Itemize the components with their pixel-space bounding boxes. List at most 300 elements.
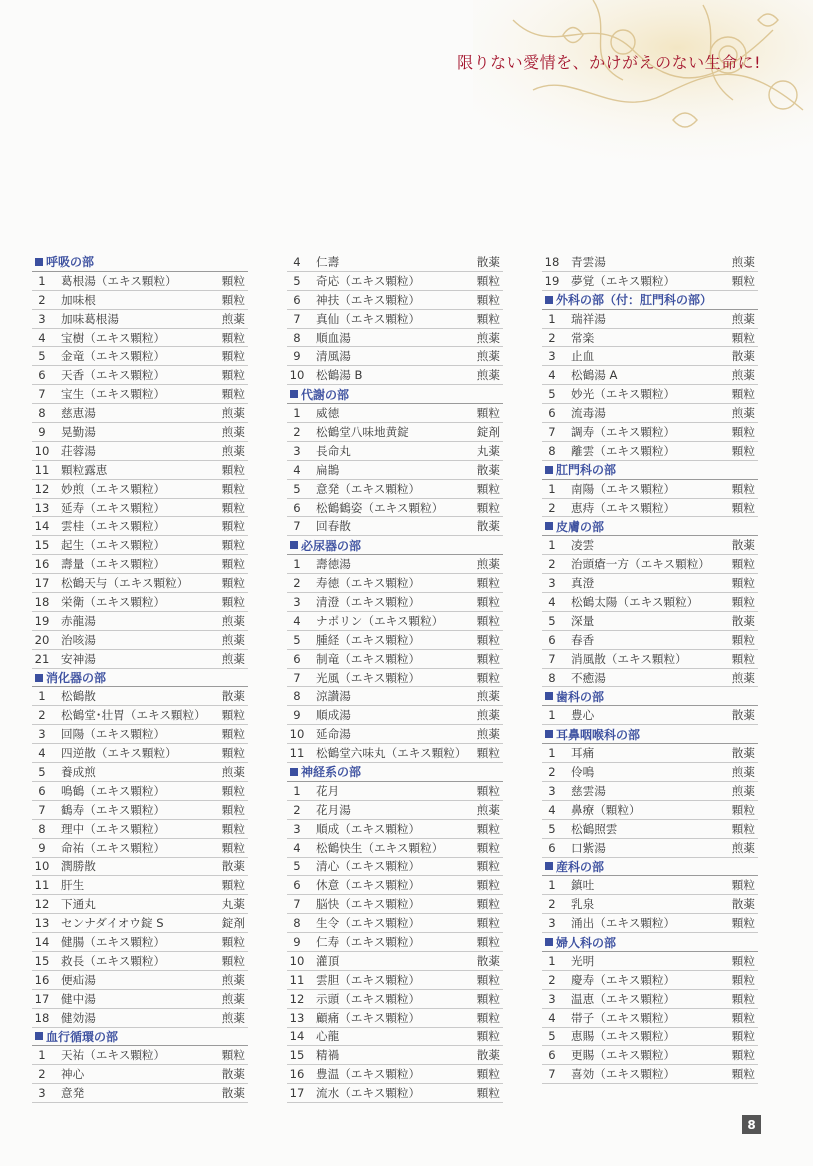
item-number: 2 [548,330,556,345]
list-item [287,952,503,971]
item-number: 3 [548,916,556,931]
item-number: 3 [548,576,556,591]
item-type: 顆粒 [731,594,755,609]
item-type: 煎薬 [731,368,755,383]
square-bullet-icon [545,862,553,870]
item-type: 顆粒 [731,972,755,987]
list-item [287,839,503,858]
item-number: 13 [34,916,50,931]
list-item [542,404,758,423]
item-number: 1 [38,1048,46,1063]
item-name: 鳴鶴（エキス顆粒） [61,783,166,798]
square-bullet-icon [290,768,298,776]
list-item [287,291,503,310]
item-number: 14 [289,1029,305,1044]
item-name: 不癒湯 [571,670,606,685]
item-type: 顆粒 [221,349,245,364]
item-number: 7 [548,424,556,439]
list-item [287,612,503,631]
column-1 [32,253,248,1103]
item-type: 顆粒 [731,576,755,591]
item-name: 流毒湯 [571,406,606,421]
item-type: 煎薬 [731,783,755,798]
item-number: 5 [548,387,556,402]
list-item [32,971,248,990]
item-number: 9 [293,708,301,723]
column-2 [287,253,503,1103]
item-name: 松鶴照雲 [571,821,618,836]
item-name: 加味根 [61,292,96,307]
square-bullet-icon [290,541,298,549]
list-item [32,442,248,461]
item-number: 1 [548,538,556,553]
list-item [32,555,248,574]
list-item [542,499,758,518]
section-header [287,536,503,555]
item-type: 散薬 [221,689,245,704]
list-item [287,1028,503,1047]
list-item [542,990,758,1009]
list-item [287,1065,503,1084]
item-name: 離雲（エキス顆粒） [571,443,676,458]
section-title: 歯科の部 [556,689,605,704]
item-name: 温恵（エキス顆粒） [571,991,676,1006]
list-item [32,291,248,310]
item-type: 顆粒 [221,935,245,949]
item-name: 腫経（エキス顆粒） [316,632,421,647]
item-name: 脳快（エキス顆粒） [316,897,421,912]
item-type: 顆粒 [221,462,245,477]
item-number: 5 [548,613,556,628]
item-name: 起生（エキス顆粒） [61,538,166,553]
list-item [542,1046,758,1065]
item-type: 顆粒 [221,292,245,307]
list-item [542,876,758,895]
item-number: 15 [34,538,50,553]
item-type: 煎薬 [221,632,245,647]
item-name: 松鶴湯 A [571,368,618,383]
list-item [32,517,248,536]
item-name: 花月湯 [316,802,351,817]
list-item [287,442,503,461]
list-item [32,801,248,820]
section-title: 皮膚の部 [556,519,605,534]
item-name: 扁鵲 [316,462,340,477]
list-item [542,480,758,499]
list-item [32,820,248,839]
item-number: 10 [289,368,305,383]
item-number: 15 [289,1048,305,1063]
item-number: 10 [289,953,305,968]
item-name: ナポリン（エキス顆粒） [316,613,444,628]
section-title: 呼吸の部 [46,255,95,270]
item-type: 散薬 [221,1067,245,1082]
list-item [542,744,758,763]
item-name: 長命丸 [316,443,351,458]
list-item [542,1028,758,1047]
section-title: 外科の部（付：肛門科の部） [556,293,713,308]
list-item [287,858,503,877]
item-name: 潤勝散 [61,859,96,874]
list-item [32,347,248,366]
item-name: 治頭瘡一方（エキス顆粒） [571,557,710,572]
list-item [542,1065,758,1084]
list-item [32,612,248,631]
square-bullet-icon [545,730,553,738]
item-type: 煎薬 [221,764,245,779]
item-name: 壽徳湯 [316,557,351,572]
item-number: 3 [38,1086,46,1101]
list-item [32,536,248,555]
item-number: 7 [293,519,301,534]
item-type: 煎薬 [731,254,755,269]
item-type: 散薬 [476,953,500,968]
item-number: 13 [289,1010,305,1025]
item-number: 10 [34,443,50,458]
item-name: 清風湯 [316,349,351,364]
item-type: 丸薬 [221,897,245,912]
list-item [542,1009,758,1028]
item-name: 豊温（エキス顆粒） [316,1067,421,1082]
item-name: 妙光（エキス顆粒） [571,387,676,402]
item-name: 天祐（エキス顆粒） [61,1048,166,1063]
list-item [287,990,503,1009]
section-title: 肛門科の部 [556,463,617,478]
list-item [287,574,503,593]
list-item [287,650,503,669]
list-item [287,744,503,763]
item-type: 顆粒 [476,670,500,685]
list-item [32,725,248,744]
item-number: 6 [38,783,46,798]
item-number: 4 [548,368,556,383]
item-type: 顆粒 [221,802,245,817]
square-bullet-icon [545,466,553,474]
item-type: 顆粒 [221,500,245,515]
list-item [287,1046,503,1065]
item-number: 21 [34,651,50,666]
list-item [542,631,758,650]
list-item [542,952,758,971]
item-name: 示頭（エキス顆粒） [316,991,421,1006]
list-item [542,820,758,839]
item-type: 散薬 [731,897,755,912]
section-header [542,517,758,536]
item-number: 1 [38,689,46,704]
item-type: 顆粒 [221,576,245,591]
list-item [542,310,758,329]
list-item [287,631,503,650]
list-item [287,706,503,725]
list-item [32,876,248,895]
item-type: 散薬 [731,613,755,628]
item-number: 3 [38,311,46,326]
item-type: 顆粒 [731,1029,755,1044]
item-number: 6 [293,651,301,666]
item-name: 壽量（エキス顆粒） [61,557,166,572]
list-item [32,366,248,385]
list-item [542,895,758,914]
list-item [287,1084,503,1103]
list-item [287,933,503,952]
item-type: 散薬 [221,859,245,874]
item-name: 灌頂 [316,953,340,968]
item-number: 5 [548,1029,556,1044]
list-item [542,839,758,858]
item-number: 7 [293,897,301,912]
item-number: 4 [38,330,46,345]
section-title: 神経系の部 [301,765,362,780]
item-number: 2 [38,708,46,723]
list-item [287,725,503,744]
item-name: 葛根湯（エキス顆粒） [61,273,177,288]
item-number: 18 [34,594,50,609]
item-type: 顆粒 [476,292,500,307]
list-item [287,517,503,536]
list-item [542,347,758,366]
item-number: 9 [293,935,301,949]
item-number: 1 [293,557,301,572]
item-type: 散薬 [476,462,500,477]
item-name: 荘蓉湯 [61,443,96,458]
item-name: 恵賜（エキス顆粒） [571,1029,676,1044]
list-item [32,839,248,858]
item-type: 煎薬 [221,406,245,421]
list-item [287,423,503,442]
item-number: 4 [548,1010,556,1025]
item-name: 治咳湯 [61,632,96,647]
list-item [542,914,758,933]
item-type: 顆粒 [731,878,755,893]
item-number: 19 [544,273,560,288]
item-number: 3 [293,594,301,609]
item-name: 肝生 [61,878,85,893]
item-name: 命祐（エキス顆粒） [61,840,166,855]
list-item [32,593,248,612]
item-name: 鼻療（顆粒） [571,802,641,817]
item-number: 6 [548,406,556,421]
item-number: 4 [548,594,556,609]
item-name: 流水（エキス顆粒） [316,1086,421,1101]
list-item [542,253,758,272]
item-number: 5 [38,349,46,364]
list-item [542,423,758,442]
item-number: 7 [38,802,46,817]
item-type: 散薬 [731,538,755,553]
item-number: 7 [38,387,46,402]
item-type: 顆粒 [476,783,500,798]
item-type: 顆粒 [221,273,245,288]
list-item [287,801,503,820]
item-number: 5 [293,273,301,288]
section-header [542,933,758,952]
item-type: 煎薬 [476,689,500,704]
square-bullet-icon [545,522,553,530]
item-number: 11 [289,746,305,761]
list-item [287,914,503,933]
item-number: 16 [34,972,50,987]
item-type: 顆粒 [476,1010,500,1025]
item-name: 救長（エキス顆粒） [61,953,166,968]
item-number: 2 [548,557,556,572]
item-name: 耳痛 [571,746,595,761]
list-item [542,272,758,291]
list-item [542,366,758,385]
item-number: 6 [548,840,556,855]
item-name: 光明 [571,953,595,968]
item-name: 精禍 [316,1048,340,1063]
list-item [287,347,503,366]
item-number: 8 [293,330,301,345]
column-3 [542,253,758,1084]
item-number: 2 [38,292,46,307]
item-name: 松鶴堂八味地黄錠 [316,424,409,439]
item-type: 顆粒 [221,330,245,345]
item-type: 顆粒 [476,594,500,609]
item-type: 煎薬 [731,311,755,326]
list-item [32,1065,248,1084]
item-number: 1 [548,708,556,723]
item-type: 顆粒 [731,424,755,439]
item-type: 顆粒 [476,878,500,893]
list-item [287,687,503,706]
item-type: 煎薬 [731,406,755,421]
item-type: 煎薬 [476,368,500,383]
item-type: 散薬 [221,1086,245,1101]
list-item [542,329,758,348]
item-type: 煎薬 [476,708,500,723]
list-item [287,782,503,801]
item-name: 威徳 [316,406,340,421]
item-name: 延寿（エキス顆粒） [61,500,166,515]
item-name: 鎮吐 [571,878,595,893]
item-number: 8 [548,670,556,685]
list-item [287,669,503,688]
item-number: 9 [38,424,46,439]
item-name: 順血湯 [316,330,351,345]
item-number: 6 [548,632,556,647]
item-name: 花月 [316,783,340,798]
item-type: 顆粒 [476,500,500,515]
item-number: 1 [548,746,556,761]
item-name: 慈雲湯 [571,783,606,798]
item-name: 神扶（エキス顆粒） [316,292,421,307]
list-item [32,858,248,877]
section-header [287,385,503,404]
list-item [287,895,503,914]
item-name: 回陽（エキス顆粒） [61,727,166,742]
item-name: 心龍 [316,1029,340,1044]
item-type: 顆粒 [476,935,500,949]
list-item [542,650,758,669]
item-type: 散薬 [731,746,755,761]
list-item [32,744,248,763]
item-type: 顆粒 [476,273,500,288]
item-number: 6 [293,878,301,893]
item-type: 顆粒 [731,953,755,968]
item-name: 松鶴堂六味丸（エキス顆粒） [316,746,466,761]
item-number: 17 [34,991,50,1006]
item-number: 2 [293,802,301,817]
section-title: 代謝の部 [301,387,350,402]
item-name: 夢覚（エキス顆粒） [571,273,676,288]
item-type: 錠剤 [476,424,500,439]
item-name: 生令（エキス顆粒） [316,916,421,931]
list-item [542,706,758,725]
item-number: 3 [293,443,301,458]
list-item [287,272,503,291]
section-header [32,1028,248,1047]
item-name: 赤龍湯 [61,613,96,628]
list-item [32,952,248,971]
list-item [32,404,248,423]
item-type: 顆粒 [476,840,500,855]
item-type: 顆粒 [731,500,755,515]
list-item [32,1009,248,1028]
item-name: 奇応（エキス顆粒） [316,273,421,288]
list-item [32,423,248,442]
list-item [32,933,248,952]
list-item [32,895,248,914]
item-type: 煎薬 [731,670,755,685]
item-name: 意発（エキス顆粒） [316,481,421,496]
list-item [32,461,248,480]
list-item [542,669,758,688]
item-type: 煎薬 [221,991,245,1006]
item-type: 顆粒 [476,821,500,836]
item-name: 理中（エキス顆粒） [61,821,166,836]
list-item [287,593,503,612]
item-name: 天香（エキス顆粒） [61,368,166,383]
item-number: 2 [38,1067,46,1082]
item-name: 妙煎（エキス顆粒） [61,481,166,496]
item-name: 寿徳（エキス顆粒） [316,576,421,591]
list-item [32,272,248,291]
item-name: 青雲湯 [571,254,606,269]
item-type: 顆粒 [221,481,245,496]
item-type: 錠剤 [221,916,245,931]
item-name: 伶鳴 [571,764,595,779]
list-item [542,536,758,555]
list-item [32,1084,248,1103]
item-type: 顆粒 [731,1010,755,1025]
item-name: 深量 [571,613,595,628]
list-item [287,876,503,895]
item-number: 17 [289,1086,305,1101]
item-number: 18 [34,1010,50,1025]
item-name: 順成湯 [316,708,351,723]
list-item [32,480,248,499]
item-type: 煎薬 [476,727,500,742]
list-item [32,1046,248,1065]
item-name: 顆粒露恵 [61,462,108,477]
section-title: 耳鼻咽喉科の部 [556,727,641,742]
item-number: 14 [34,935,50,949]
item-number: 5 [293,632,301,647]
item-name: 瑞祥湯 [571,311,606,326]
list-item [32,763,248,782]
item-name: センナダイオウ錠 S [61,916,164,931]
item-type: 顆粒 [476,613,500,628]
item-name: 養成煎 [61,764,96,779]
item-number: 11 [34,462,50,477]
item-name: 制竜（エキス顆粒） [316,651,421,666]
item-type: 煎薬 [731,840,755,855]
item-name: 常楽 [571,330,595,345]
item-number: 2 [293,424,301,439]
item-name: 栄衛（エキス顆粒） [61,594,166,609]
item-type: 顆粒 [731,481,755,496]
